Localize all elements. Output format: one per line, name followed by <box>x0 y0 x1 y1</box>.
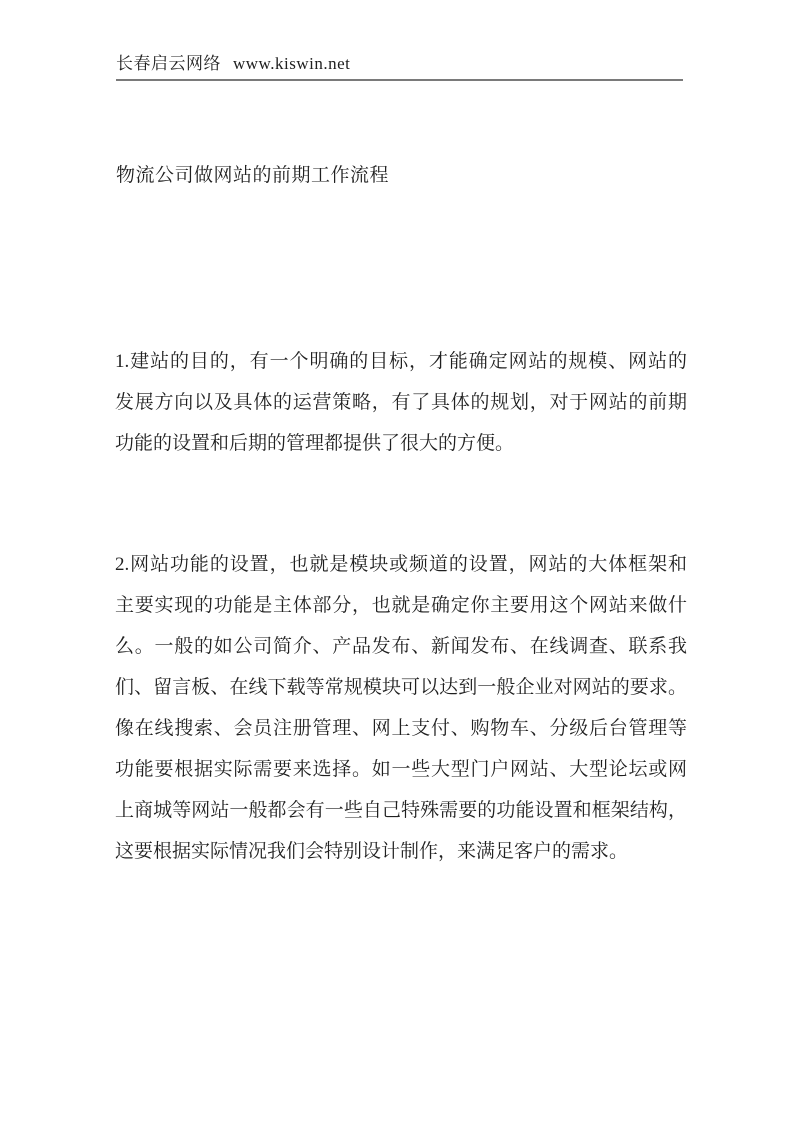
text-line: 们、留言板、在线下载等常规模块可以达到一般企业对网站的要求。 <box>115 677 687 698</box>
text-line: 2.网站功能的设置，也就是模块或频道的设置，网站的大体框架和 <box>115 554 687 575</box>
website-url: www.kiswin.net <box>233 54 351 73</box>
text-line: 上商城等网站一般都会有一些自己特殊需要的功能设置和框架结构， <box>115 800 687 821</box>
paragraph-1 <box>115 341 687 464</box>
text-line: 功能的设置和后期的管理都提供了很大的方便。 <box>115 433 515 454</box>
header-text <box>116 53 683 75</box>
document-title: 物流公司做网站的前期工作流程 <box>116 165 390 186</box>
text-line: 发展方向以及具体的运营策略，有了具体的规划，对于网站的前期 <box>115 392 687 413</box>
text-line: 么。一般的如公司简介、产品发布、新闻发布、在线调查、联系我 <box>115 636 687 657</box>
page-header <box>116 53 683 81</box>
company-name: 长春启云网络 <box>116 54 221 73</box>
paragraph-2 <box>115 544 687 872</box>
text-line: 主要实现的功能是主体部分，也就是确定你主要用这个网站来做什 <box>115 595 687 616</box>
text-line: 功能要根据实际需要来选择。如一些大型门户网站、大型论坛或网 <box>115 759 687 780</box>
text-line: 这要根据实际情况我们会特别设计制作，来满足客户的需求。 <box>115 841 629 862</box>
text-line: 像在线搜索、会员注册管理、网上支付、购物车、分级后台管理等 <box>115 718 687 739</box>
text-line: 1.建站的目的，有一个明确的目标，才能确定网站的规模、网站的 <box>115 351 687 372</box>
